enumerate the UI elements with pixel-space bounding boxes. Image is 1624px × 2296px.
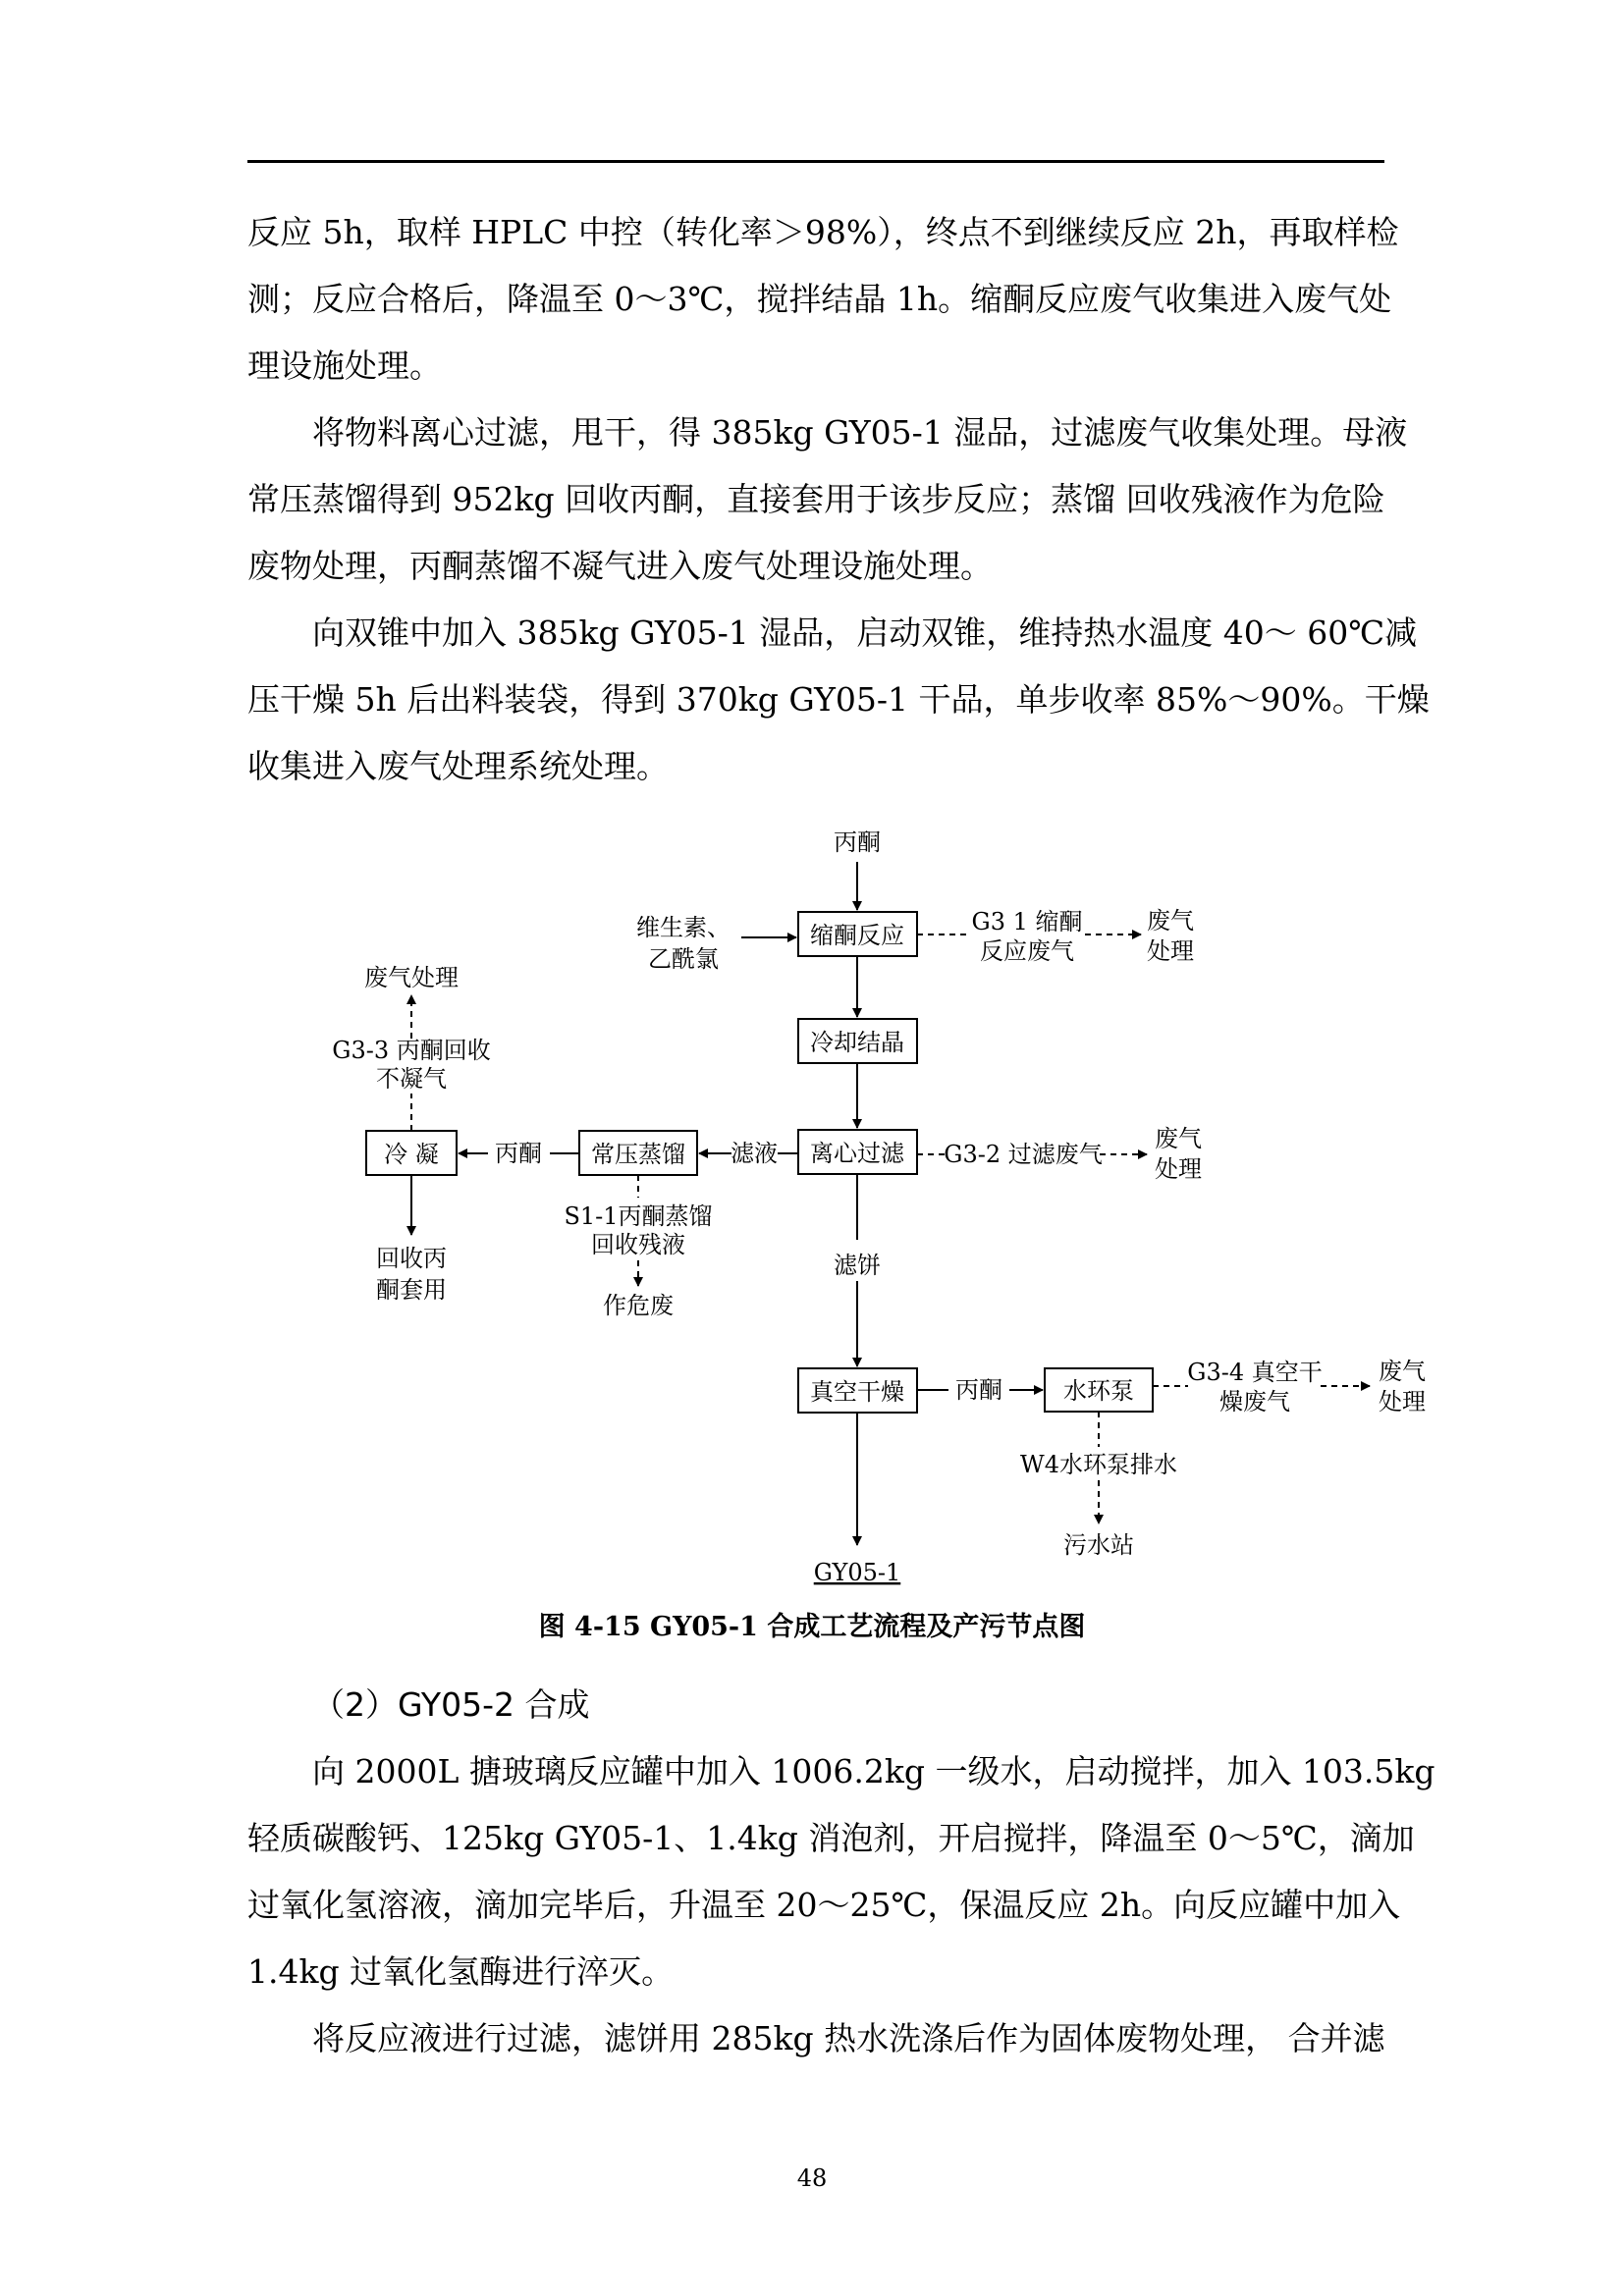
text-line: 过氧化氢溶液，滴加完毕后，升温至 20～25℃，保温反应 2h。向反应罐中加入 xyxy=(247,1886,1401,1924)
label-inputs-1: 维生素、 xyxy=(636,914,731,941)
text-line: 反应 5h，取样 HPLC 中控（转化率＞98%），终点不到继续反应 2h，再取样检 xyxy=(247,213,1399,251)
label-filtrate: 滤液 xyxy=(731,1140,778,1167)
label-g33-2: 不凝气 xyxy=(376,1065,447,1093)
label-s11-2: 回收残液 xyxy=(591,1231,685,1258)
box-ketal-reaction-label: 缩酮反应 xyxy=(810,922,904,949)
label-acetone-top: 丙酮 xyxy=(834,828,881,856)
label-w4: W4水环泵排水 xyxy=(1020,1451,1177,1478)
label-g34-1: G3-4 真空干 xyxy=(1187,1359,1323,1386)
text-line: 测；反应合格后，降温至 0～3℃，搅拌结晶 1h。缩酮反应废气收集进入废气处 xyxy=(247,280,1392,318)
label-g33-1: G3-3 丙酮回收 xyxy=(332,1037,491,1064)
label-hazardous: 作危废 xyxy=(603,1292,674,1319)
paragraph-2 xyxy=(247,400,1408,600)
label-waste-gas-left: 废气处理 xyxy=(364,964,459,991)
text-line: 将物料离心过滤，甩干，得 385kg GY05-1 湿品，过滤废气收集处理。母液 xyxy=(312,413,1408,452)
label-waste-gas-2a: 废气 xyxy=(1155,1125,1202,1152)
text-line: 理设施处理。 xyxy=(247,347,442,385)
text-line: 将反应液进行过滤，滤饼用 285kg 热水洗涤后作为固体废物处理， 合并滤 xyxy=(312,2019,1385,2057)
paragraph-3 xyxy=(247,600,1430,800)
label-g31-1: G3 1 缩酮 xyxy=(971,908,1083,935)
header-rule xyxy=(247,160,1384,163)
section-heading: （2）GY05-2 合成 xyxy=(312,1685,590,1724)
text-line: 常压蒸馏得到 952kg 回收丙酮，直接套用于该步反应；蒸馏 回收残液作为危险 xyxy=(247,480,1385,518)
label-recover-2: 酮套用 xyxy=(376,1276,447,1304)
label-filter-cake: 滤饼 xyxy=(834,1252,881,1279)
page-number: 48 xyxy=(796,2164,828,2192)
text-line: 废物处理，丙酮蒸馏不凝气进入废气处理设施处理。 xyxy=(247,547,993,585)
label-g31-2: 反应废气 xyxy=(980,937,1074,965)
box-water-pump-label: 水环泵 xyxy=(1063,1377,1134,1405)
text-line: 压干燥 5h 后出料装袋，得到 370kg GY05-1 干品，单步收率 85%～90%。干燥 xyxy=(247,680,1430,719)
process-flowchart xyxy=(0,815,1624,1590)
box-cooling-label: 冷却结晶 xyxy=(810,1029,904,1056)
text-line: 轻质碳酸钙、125kg GY05-1、1.4kg 消泡剂，开启搅拌，降温至 0～5℃，滴加 xyxy=(247,1819,1415,1857)
label-sewage: 污水站 xyxy=(1063,1531,1134,1559)
box-distill-label: 常压蒸馏 xyxy=(591,1141,685,1168)
label-acetone-bottom: 丙酮 xyxy=(955,1376,1002,1404)
box-centrifuge-label: 离心过滤 xyxy=(810,1140,904,1167)
paragraph-1 xyxy=(247,199,1399,400)
label-g34-2: 燥废气 xyxy=(1219,1388,1290,1415)
text-line: 1.4kg 过氧化氢酶进行淬灭。 xyxy=(247,1952,675,1991)
label-waste-gas-3b: 处理 xyxy=(1379,1388,1426,1415)
box-vacuum-dry-label: 真空干燥 xyxy=(810,1378,904,1406)
label-waste-gas-1b: 处理 xyxy=(1147,937,1194,965)
paragraph-4 xyxy=(247,1738,1435,2005)
label-waste-gas-2b: 处理 xyxy=(1155,1155,1202,1183)
label-waste-gas-3a: 废气 xyxy=(1379,1358,1426,1385)
label-waste-gas-1a: 废气 xyxy=(1147,907,1194,934)
label-s11-1: S1-1丙酮蒸馏 xyxy=(564,1202,713,1230)
figure-caption: 图 4-15 GY05-1 合成工艺流程及产污节点图 xyxy=(538,1612,1086,1642)
label-acetone-mid: 丙酮 xyxy=(495,1140,542,1167)
label-g32: G3-2 过滤废气 xyxy=(944,1141,1103,1168)
text-line: 向双锥中加入 385kg GY05-1 湿品，启动双锥，维持热水温度 40～ 60℃减 xyxy=(312,614,1418,652)
label-product: GY05-1 xyxy=(813,1559,901,1586)
label-recover-1: 回收丙 xyxy=(376,1245,447,1272)
box-condense-label: 冷 凝 xyxy=(384,1141,439,1168)
text-line: 向 2000L 搪玻璃反应罐中加入 1006.2kg 一级水，启动搅拌，加入 103.5kg xyxy=(312,1752,1435,1790)
label-inputs-2: 乙酰氯 xyxy=(648,945,719,973)
text-line: 收集进入废气处理系统处理。 xyxy=(247,747,669,785)
paragraph-5 xyxy=(247,2005,1384,2072)
